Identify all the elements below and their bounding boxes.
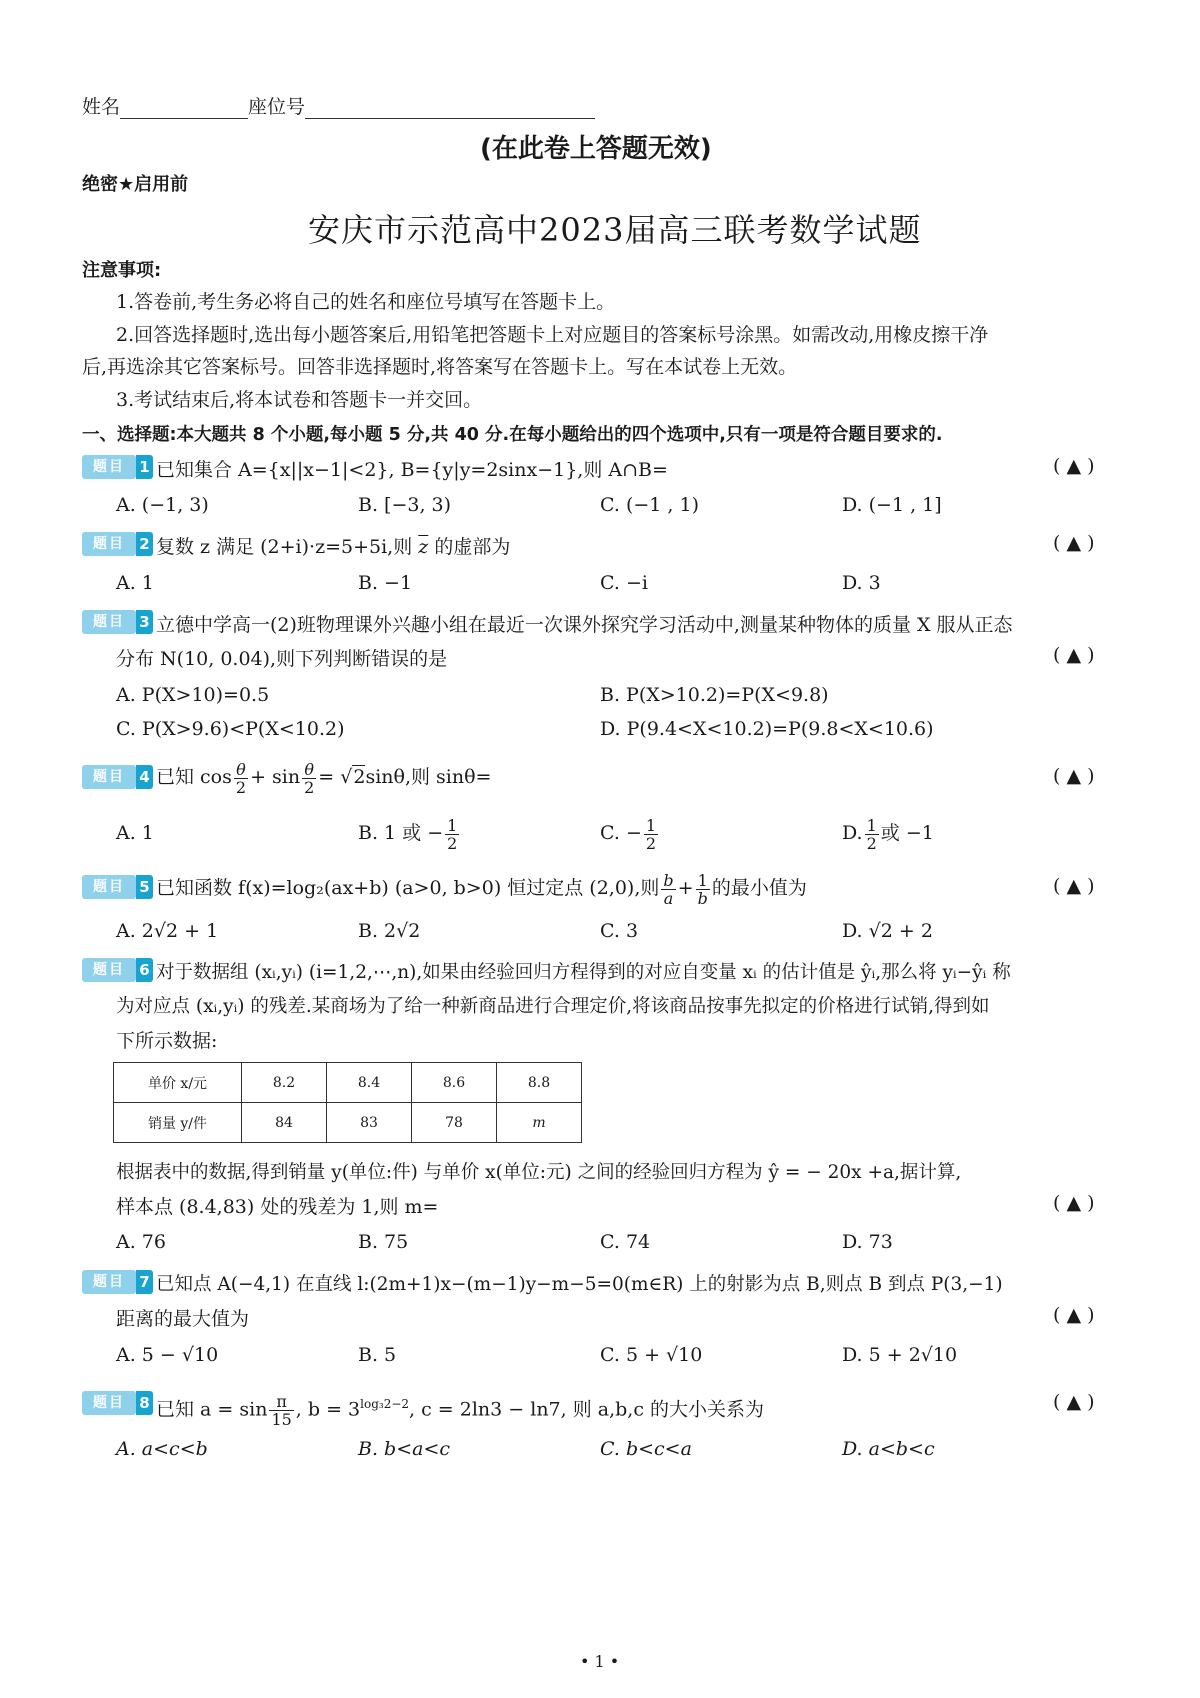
question-tag-7 (82, 1270, 154, 1294)
q7-option-b: B. 5 (358, 1344, 397, 1366)
table-cell: 8.4 (327, 1063, 412, 1103)
q2-option-a: A. 1 (116, 572, 154, 594)
q4-answer-mark: ( ▲ ) (1053, 765, 1095, 787)
question-tag-5 (82, 875, 154, 899)
name-blank (120, 99, 248, 119)
note-item-2-line2: 后,再选涂其它答案标号。回答非选择题时,将答案写在答题卡上。写在本试卷上无效。 (82, 356, 798, 378)
q3-option-a: A. P(X>10)=0.5 (116, 684, 270, 706)
q8-option-a: A. a<c<b (116, 1438, 208, 1460)
q8-option-d: D. a<b<c (842, 1438, 935, 1460)
question-tag-3 (82, 610, 154, 634)
notes-heading: 注意事项: (82, 260, 162, 281)
q4-option-d: D. $\frac{1}{2}$ 或 −1 (842, 815, 934, 853)
q6-answer-mark: ( ▲ ) (1053, 1192, 1095, 1214)
table-row (114, 1063, 582, 1103)
table-cell: 78 (412, 1103, 497, 1143)
q2-option-d: D. 3 (842, 572, 881, 594)
question-tag-1 (82, 455, 154, 479)
tag-label: 题目 (82, 455, 136, 479)
table-cell: 8.8 (497, 1063, 582, 1103)
q1-text: 已知集合 A={x||x−1|<2}, B={y|y=2sinx−1},则 A∩B= (156, 459, 668, 481)
tag-label: 题目 (82, 1391, 136, 1415)
seat-blank (305, 99, 595, 119)
q1-option-c: C. (−1 , 1) (600, 494, 699, 516)
tag-number: 6 (136, 958, 153, 982)
note-item-2-line1: 2.回答选择题时,选出每小题答案后,用铅笔把答题卡上对应题目的答案标号涂黑。如需改动,用橡皮擦干净 (116, 324, 989, 346)
q7-option-c: C. 5 + √10 (600, 1344, 703, 1366)
secret-mark: 绝密★启用前 (82, 174, 189, 195)
page-number: • 1 • (580, 1652, 620, 1671)
q8-option-b: B. b<a<c (358, 1438, 451, 1460)
q1-answer-mark: ( ▲ ) (1053, 455, 1095, 477)
table-cell: 84 (242, 1103, 327, 1143)
table-cell: 83 (327, 1103, 412, 1143)
table-row-head: 单价 x/元 (114, 1063, 242, 1103)
q5-option-d: D. √2 + 2 (842, 920, 933, 942)
q7-line1: 已知点 A(−4,1) 在直线 l:(2m+1)x−(m−1)y−m−5=0(m∈R) 上的射影为点 B,则点 B 到点 P(3,−1) (156, 1274, 1003, 1295)
q8-answer-mark: ( ▲ ) (1053, 1391, 1095, 1413)
note-item-3: 3.考试结束后,将本试卷和答题卡一并交回。 (116, 389, 483, 411)
tag-number: 8 (136, 1391, 153, 1415)
name-seat-line (82, 92, 595, 119)
tag-number: 3 (136, 610, 153, 634)
section-heading: 一、选择题:本大题共 8 个小题,每小题 5 分,共 40 分.在每小题给出的四个选项中,只有一项是符合题目要求的. (82, 425, 943, 445)
q4-option-c: C. − $\frac{1}{2}$ (600, 815, 657, 853)
q2-option-c: C. −i (600, 572, 648, 594)
q6-option-d: D. 73 (842, 1231, 893, 1253)
q6-option-c: C. 74 (600, 1231, 651, 1253)
q7-answer-mark: ( ▲ ) (1053, 1304, 1095, 1326)
question-tag-8 (82, 1391, 154, 1415)
q6-line1: 对于数据组 (xᵢ,yᵢ) (i=1,2,⋯,n),如果由经验回归方程得到的对应自变量 xᵢ 的估计值是 ŷᵢ,那么将 yᵢ−ŷᵢ 称 (156, 962, 1011, 983)
q6-option-a: A. 76 (116, 1231, 166, 1253)
q2-answer-mark: ( ▲ ) (1053, 532, 1095, 554)
q6-line3: 下所示数据: (116, 1030, 218, 1052)
question-tag-4 (82, 765, 154, 789)
invalid-notice: (在此卷上答题无效) (480, 134, 712, 164)
q6-option-b: B. 75 (358, 1231, 409, 1253)
q5-option-c: C. 3 (600, 920, 639, 942)
q3-option-d: D. P(9.4<X<10.2)=P(9.8<X<10.6) (600, 718, 934, 740)
name-label: 姓名 (82, 96, 121, 118)
q7-line2: 距离的最大值为 (116, 1308, 250, 1330)
tag-number: 2 (136, 532, 153, 556)
q3-line1: 立德中学高一(2)班物理课外兴趣小组在最近一次课外探究学习活动中,测量某种物体的质量 X 服从正态 (156, 614, 1013, 636)
q4-text: 已知 cos $\frac{\theta}{2}$ + sin $\frac{\theta}{2}$ = √2sinθ,则 sinθ= (156, 759, 492, 797)
q4-option-a: A. 1 (116, 822, 154, 844)
q6-line4: 根据表中的数据,得到销量 y(单位:件) 与单价 x(单位:元) 之间的经验回归方程为 ŷ = − 20x +a,据计算, (116, 1162, 962, 1183)
table-row (114, 1103, 582, 1143)
question-tag-6 (82, 958, 154, 982)
tag-number: 1 (136, 455, 153, 479)
q2-text (156, 532, 510, 559)
q2-text-after: 的虚部为 (434, 536, 511, 558)
tag-label: 题目 (82, 958, 136, 982)
q2-z-conjugate: $\overline{z}$ (418, 536, 429, 558)
table-row-head: 销量 y/件 (114, 1103, 242, 1143)
seat-label: 座位号 (248, 96, 306, 118)
question-tag-2 (82, 532, 154, 556)
tag-label: 题目 (82, 610, 136, 634)
q6-line5: 样本点 (8.4,83) 处的残差为 1,则 m= (116, 1196, 439, 1218)
tag-label: 题目 (82, 875, 136, 899)
q8-option-c: C. b<c<a (600, 1438, 692, 1460)
table-cell: 8.2 (242, 1063, 327, 1103)
note-item-1: 1.答卷前,考生务必将自己的姓名和座位号填写在答题卡上。 (116, 291, 616, 313)
q1-option-a: A. (−1, 3) (116, 494, 209, 516)
q7-option-d: D. 5 + 2√10 (842, 1344, 958, 1366)
q5-answer-mark: ( ▲ ) (1053, 875, 1095, 897)
q3-option-b: B. P(X>10.2)=P(X<9.8) (600, 684, 829, 706)
page-title: 安庆市示范高中2023届高三联考数学试题 (308, 211, 922, 249)
tag-number: 5 (136, 875, 153, 899)
q5-option-b: B. 2√2 (358, 920, 421, 942)
table-cell: 8.6 (412, 1063, 497, 1103)
q1-option-b: B. [−3, 3) (358, 494, 452, 516)
tag-label: 题目 (82, 765, 136, 789)
q8-text: 已知 a = sin $\frac{\pi}{15}$ , $b = 3^{log_32-2}$, c = 2ln3 − ln7, 则 a,b,c 的大小关系为 (156, 1391, 765, 1429)
q2-option-b: B. −1 (358, 572, 413, 594)
q3-line2: 分布 N(10, 0.04),则下列判断错误的是 (116, 648, 448, 670)
tag-number: 4 (136, 765, 153, 789)
q3-option-c: C. P(X>9.6)<P(X<10.2) (116, 718, 345, 740)
q3-answer-mark: ( ▲ ) (1053, 644, 1095, 666)
q5-option-a: A. 2√2 + 1 (116, 920, 219, 942)
tag-number: 7 (136, 1270, 153, 1294)
q4-option-b: B. 1 或 − $\frac{1}{2}$ (358, 815, 458, 853)
q7-option-a: A. 5 − √10 (116, 1344, 219, 1366)
table-cell: m (497, 1103, 582, 1143)
q6-line2: 为对应点 (xᵢ,yᵢ) 的残差.某商场为了给一种新商品进行合理定价,将该商品按事先拟定的价格进行试销,得到如 (116, 996, 990, 1017)
tag-label: 题目 (82, 532, 136, 556)
tag-label: 题目 (82, 1270, 136, 1294)
q2-text-before: 复数 z 满足 (2+i)·z=5+5i,则 (156, 536, 413, 558)
q1-option-d: D. (−1 , 1] (842, 494, 942, 516)
q5-text: 已知函数 f(x)=log₂(ax+b) (a>0, b>0) 恒过定点 (2,0),则 $\frac{b}{a}$ + $\frac{1}{b}$ 的最小值为 (156, 870, 807, 908)
price-sales-table (113, 1062, 582, 1143)
